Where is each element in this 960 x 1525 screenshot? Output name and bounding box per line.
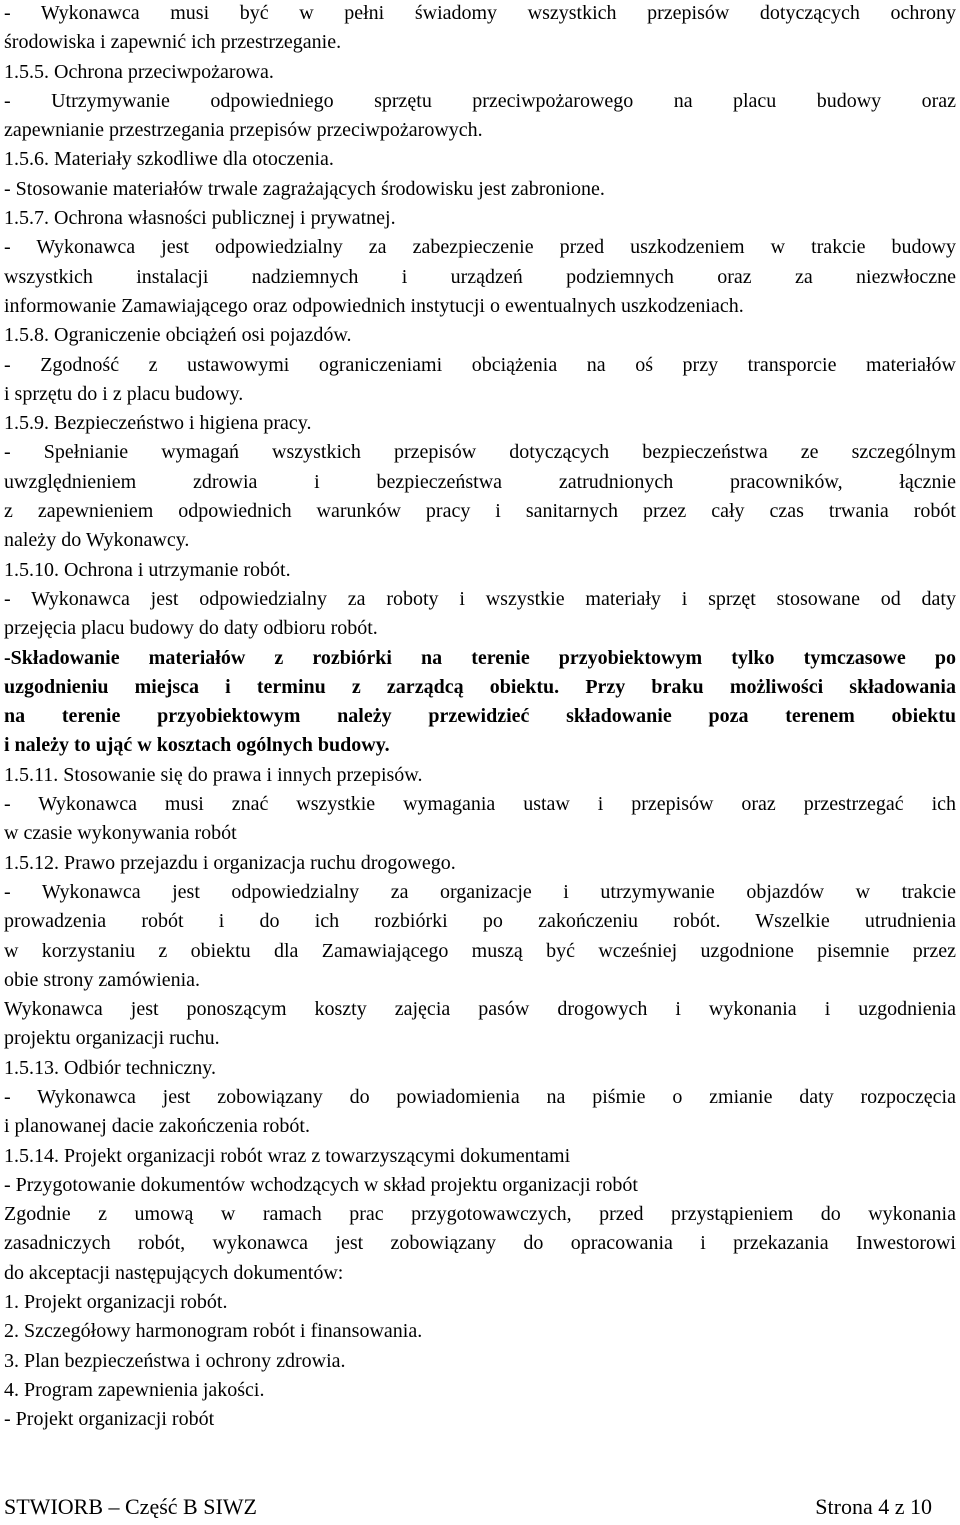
bold-paragraph-line: i należy to ująć w kosztach ogólnych budowy. [4,734,390,757]
paragraph-line: - Utrzymywanie odpowiedniego sprzętu przeciwpożarowego na placu budowy oraz [4,89,956,112]
paragraph-line: środowiska i zapewnić ich przestrzeganie. [4,31,342,54]
paragraph-line: Zgodnie z umową w ramach prac przygotowawczych, przed przystąpieniem do wykonania [4,1203,956,1226]
document-body [4,0,956,1435]
paragraph-line: prowadzenia robót i do ich rozbiórki po zakończeniu robót. Wszelkie utrudnienia [4,910,956,933]
section-heading: 1.5.9. Bezpieczeństwo i higiena pracy. [4,412,312,435]
bold-paragraph-line: uzgodnieniu miejsca i terminu z zarządcą obiektu. Przy braku możliwości składowania [4,675,956,698]
paragraph-line: w korzystaniu z obiektu dla Zamawiającego muszą być wcześniej uzgodnione pisemnie przez [4,939,956,962]
paragraph-line: obie strony zamówienia. [4,968,201,991]
paragraph-line: zasadniczych robót, wykonawca jest zobowiązany do opracowania i przekazania Inwestorowi [4,1232,956,1255]
paragraph-line: przejęcia placu budowy do daty odbioru robót. [4,617,378,640]
paragraph-line: należy do Wykonawcy. [4,529,190,552]
paragraph-line: - Spełnianie wymagań wszystkich przepisów dotyczących bezpieczeństwa ze szczególnym [4,441,956,464]
paragraph-line: projektu organizacji ruchu. [4,1027,220,1050]
page-footer [4,1493,932,1521]
document-title: STWIORB – Część B SIWZ [4,1494,257,1519]
section-heading: 1.5.11. Stosowanie się do prawa i innych przepisów. [4,763,423,786]
bold-paragraph-line: na terenie przyobiektowym należy przewidzieć składowanie poza terenem obiektu [4,705,956,728]
paragraph-line: zapewnianie przestrzegania przepisów przeciwpożarowych. [4,119,483,142]
list-item: 3. Plan bezpieczeństwa i ochrony zdrowia. [4,1349,346,1372]
paragraph-line: z zapewnieniem odpowiednich warunków pracy i sanitarnych przez cały czas trwania robót [4,500,956,523]
section-heading: 1.5.10. Ochrona i utrzymanie robót. [4,558,291,581]
list-item: 2. Szczegółowy harmonogram robót i finansowania. [4,1320,423,1343]
paragraph-line: - Przygotowanie dokumentów wchodzących w skład projektu organizacji robót [4,1173,638,1196]
paragraph-line: - Wykonawca musi być w pełni świadomy wszystkich przepisów dotyczących ochrony [4,2,956,24]
paragraph-line: i planowanej dacie zakończenia robót. [4,1115,310,1138]
paragraph-line: w czasie wykonywania robót [4,822,237,845]
paragraph-line: i sprzętu do i z placu budowy. [4,382,244,405]
paragraph-line: do akceptacji następujących dokumentów: [4,1261,344,1284]
paragraph-line: - Wykonawca jest zobowiązany do powiadomienia na piśmie o zmianie daty rozpoczęcia [4,1085,956,1108]
section-heading: 1.5.12. Prawo przejazdu i organizacja ruchu drogowego. [4,851,456,874]
paragraph-line: - Wykonawca musi znać wszystkie wymagania ustaw i przepisów oraz przestrzegać ich [4,793,956,816]
section-heading: 1.5.6. Materiały szkodliwe dla otoczenia. [4,148,334,171]
paragraph-line: - Projekt organizacji robót [4,1408,215,1431]
section-heading: 1.5.13. Odbiór techniczny. [4,1056,216,1079]
section-heading: 1.5.14. Projekt organizacji robót wraz z towarzyszącymi dokumentami [4,1144,571,1167]
bold-paragraph-line: -Składowanie materiałów z rozbiórki na terenie przyobiektowym tylko tymczasowe po [4,646,956,669]
section-heading: 1.5.7. Ochrona własności publicznej i prywatnej. [4,207,396,230]
paragraph-line: wszystkich instalacji nadziemnych i urządzeń podziemnych oraz za niezwłoczne [4,265,956,288]
section-heading: 1.5.8. Ograniczenie obciążeń osi pojazdów. [4,324,352,347]
paragraph-line: - Wykonawca jest odpowiedzialny za roboty i wszystkie materiały i sprzęt stosowane od daty [4,587,956,610]
paragraph-line: - Wykonawca jest odpowiedzialny za organizacje i utrzymywanie objazdów w trakcie [4,880,956,903]
list-item: 1. Projekt organizacji robót. [4,1291,228,1314]
paragraph-line: Wykonawca jest ponoszącym koszty zajęcia pasów drogowych i wykonania i uzgodnienia [4,998,956,1021]
list-item: 4. Program zapewnienia jakości. [4,1378,265,1401]
page-number: Strona 4 z 10 [815,1494,932,1519]
paragraph-line: - Zgodność z ustawowymi ograniczeniami obciążenia na oś przy transporcie materiałów [4,353,956,376]
paragraph-line: informowanie Zamawiającego oraz odpowiednich instytucji o ewentualnych uszkodzeniach. [4,294,744,317]
section-heading: 1.5.5. Ochrona przeciwpożarowa. [4,60,274,83]
paragraph-line: uwzględnieniem zdrowia i bezpieczeństwa zatrudnionych pracowników, łącznie [4,470,956,493]
paragraph-line: - Stosowanie materiałów trwale zagrażających środowisku jest zabronione. [4,177,605,200]
paragraph-line: - Wykonawca jest odpowiedzialny za zabezpieczenie przed uszkodzeniem w trakcie budowy [4,236,956,259]
